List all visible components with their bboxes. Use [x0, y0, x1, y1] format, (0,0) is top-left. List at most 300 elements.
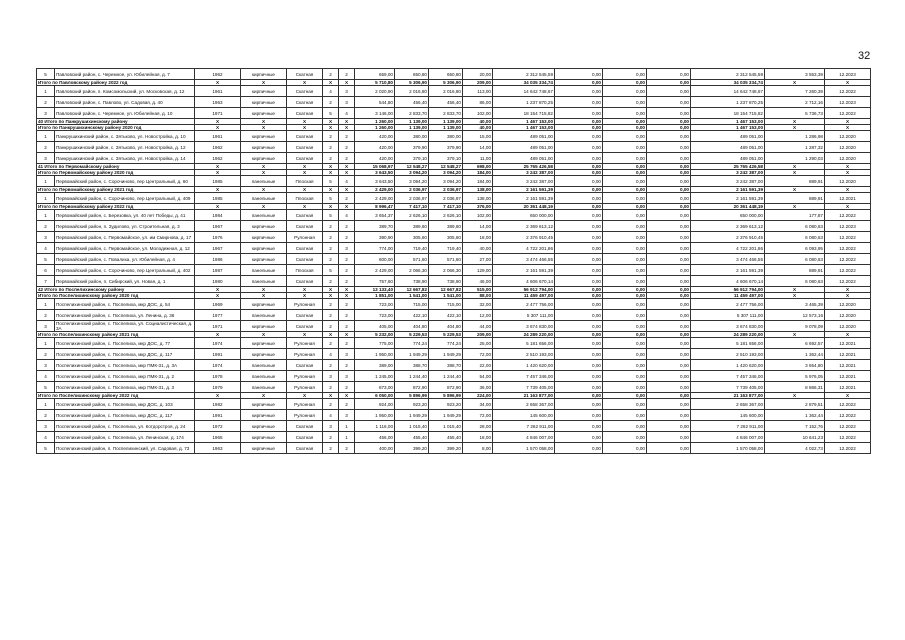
entrances-cell: 2 — [339, 131, 355, 142]
area-cell: 774,24 — [395, 338, 429, 349]
budget-cell: 0,00 — [603, 276, 647, 287]
deadline-cell: 12.2023 — [825, 221, 871, 232]
year-cell: 1969 — [195, 299, 241, 310]
subtotal-value: 0,00 — [603, 164, 647, 170]
living-area-cell: 2 036,97 — [429, 193, 463, 204]
area-cell: 2 016,80 — [395, 86, 429, 97]
budget-cell: 0,00 — [603, 399, 647, 410]
cost-cell: 2 161 591,39 — [493, 193, 555, 204]
roof-type-cell: Скатная — [287, 142, 323, 153]
unit-cost-cell: 3 654,80 — [765, 360, 825, 371]
x-mark: X — [825, 170, 871, 176]
year-cell: 1987 — [195, 265, 241, 276]
cost-cell: 5 181 656,00 — [493, 338, 555, 349]
table-row — [37, 421, 871, 432]
row-number: 2 — [37, 142, 55, 153]
fund-cell: 0,00 — [555, 310, 603, 321]
fund-cell: 0,00 — [555, 432, 603, 443]
cost-cell: 7 457 346,00 — [493, 371, 555, 382]
housing-repair-table — [36, 68, 871, 454]
year-cell: 1985 — [195, 193, 241, 204]
cost-cell: 3 474 466,55 — [493, 254, 555, 265]
unit-cost-cell: 6 093,95 — [765, 243, 825, 254]
x-mark: X — [241, 187, 287, 193]
budget-cell: 0,00 — [603, 221, 647, 232]
area-cell: 388,70 — [395, 360, 429, 371]
wall-material-cell: панельные — [241, 371, 287, 382]
budget-cell: 0,00 — [603, 410, 647, 421]
local-budget-cell: 0,00 — [647, 153, 691, 164]
table-row — [37, 321, 871, 332]
row-number: 5 — [37, 69, 55, 80]
subtotal-value: 0,00 — [555, 204, 603, 210]
deadline-cell: 12.2021 — [825, 193, 871, 204]
row-number: 5 — [37, 382, 55, 393]
residents-cell: 12,00 — [463, 310, 493, 321]
living-area-cell: 1 244,40 — [429, 371, 463, 382]
roof-type-cell: Скатная — [287, 131, 323, 142]
subtotal-value: 5 306,90 — [429, 80, 463, 86]
table-row — [37, 299, 871, 310]
cost-cell: 145 600,00 — [493, 410, 555, 421]
area-cell: 738,90 — [395, 276, 429, 287]
roof-type-cell: Плоская — [287, 176, 323, 187]
total-area-cell: 2 429,00 — [355, 193, 395, 204]
roof-type-cell: Плоская — [287, 265, 323, 276]
entrances-cell: 2 — [339, 276, 355, 287]
owners-funds-cell: 2 161 591,39 — [691, 193, 765, 204]
residents-cell: 86,00 — [463, 97, 493, 108]
subtotal-value: 0,00 — [647, 170, 691, 176]
subtotal-value: 1 541,00 — [429, 293, 463, 299]
subtotal-value: 88,00 — [463, 293, 493, 299]
subtotal-value: 184,00 — [463, 170, 493, 176]
floors-cell: 5 — [323, 108, 339, 119]
total-area-cell: 1 950,00 — [355, 410, 395, 421]
x-mark: X — [825, 287, 871, 293]
owners-funds-cell: 1 237 870,25 — [691, 97, 765, 108]
cost-cell: 2 312 545,59 — [493, 69, 555, 80]
subtotal-value: 0,00 — [647, 293, 691, 299]
local-budget-cell: 0,00 — [647, 432, 691, 443]
address-cell: Павловский район, п. Комсомольский, ул. Московская, д. 12 — [55, 86, 195, 97]
deadline-cell: 12.2021 — [825, 338, 871, 349]
total-area-cell: 774,00 — [355, 243, 395, 254]
residents-cell: 102,00 — [463, 108, 493, 119]
subtotal-value: 0,00 — [647, 125, 691, 131]
local-budget-cell: 0,00 — [647, 276, 691, 287]
fund-cell: 0,00 — [555, 97, 603, 108]
floors-cell: 2 — [323, 254, 339, 265]
year-cell: 1962 — [195, 142, 241, 153]
unit-cost-cell: 10 641,23 — [765, 432, 825, 443]
living-area-cell: 1 015,40 — [429, 421, 463, 432]
unit-cost-cell: 6 080,63 — [765, 276, 825, 287]
x-mark: X — [339, 187, 355, 193]
total-area-cell: 1 245,00 — [355, 371, 395, 382]
table-row — [37, 108, 871, 119]
year-cell: 1977 — [195, 310, 241, 321]
address-cell: Поспелихинский район, с. Поспелиха, ул. Ленина, д. 36 — [55, 310, 195, 321]
owners-funds-cell: 2 161 591,39 — [691, 265, 765, 276]
deadline-cell: 12.2020 — [825, 310, 871, 321]
wall-material-cell: кирпичные — [241, 321, 287, 332]
residents-cell: 14,00 — [463, 221, 493, 232]
cost-cell: 1 570 058,00 — [493, 443, 555, 454]
x-mark: X — [195, 119, 241, 125]
address-cell: Поспелихинский район, с. Поспелиха, ул. Ленинская, д. 174 — [55, 432, 195, 443]
owners-funds-cell: 1 570 058,00 — [691, 443, 765, 454]
x-mark: X — [825, 332, 871, 338]
subtotal-value: 0,00 — [647, 393, 691, 399]
residents-cell: 40,00 — [463, 243, 493, 254]
address-cell: Поспелихинский район, с. Поспелиха, ул. Социалистическая, д. 3А — [55, 321, 195, 332]
subtotal-value: 138,00 — [463, 187, 493, 193]
subtotal-value: 5 306,90 — [395, 80, 429, 86]
entrances-cell: 2 — [339, 221, 355, 232]
subtotal-value: 0,00 — [603, 293, 647, 299]
budget-cell: 0,00 — [603, 69, 647, 80]
x-mark: X — [241, 332, 287, 338]
owners-funds-cell: 7 739 405,00 — [691, 382, 765, 393]
cost-cell: 489 051,00 — [493, 153, 555, 164]
x-mark: X — [241, 119, 287, 125]
year-cell: 1963 — [195, 443, 241, 454]
deadline-cell: 12.2020 — [825, 321, 871, 332]
wall-material-cell: кирпичные — [241, 243, 287, 254]
local-budget-cell: 0,00 — [647, 254, 691, 265]
cost-cell: 7 262 911,00 — [493, 421, 555, 432]
entrances-cell: 2 — [339, 69, 355, 80]
subtotal-value: 11 459 497,00 — [691, 293, 765, 299]
x-mark: X — [765, 187, 825, 193]
year-cell: 1978 — [195, 371, 241, 382]
floors-cell: 2 — [323, 443, 339, 454]
unit-cost-cell: 177,87 — [765, 210, 825, 221]
x-mark: X — [765, 80, 825, 86]
subtotal-value: 0,00 — [603, 204, 647, 210]
budget-cell: 0,00 — [603, 338, 647, 349]
x-mark: X — [195, 332, 241, 338]
address-cell: Поспелихинский район, с. Поспелиха, мкр ДОС, д. 77 — [55, 338, 195, 349]
entrances-cell: 2 — [339, 142, 355, 153]
budget-cell: 0,00 — [603, 97, 647, 108]
x-mark: X — [825, 187, 871, 193]
subtotal-value: 0,00 — [647, 287, 691, 293]
area-cell: 571,60 — [395, 254, 429, 265]
floors-cell: 5 — [323, 176, 339, 187]
area-cell: 404,80 — [395, 321, 429, 332]
table-row — [37, 69, 871, 80]
subtotal-value: 1 139,00 — [429, 125, 463, 131]
row-number: 1 — [37, 193, 55, 204]
entrances-cell: 2 — [339, 153, 355, 164]
x-mark: X — [339, 164, 355, 170]
deadline-cell: 12.2022 — [825, 276, 871, 287]
area-cell: 2 833,70 — [395, 108, 429, 119]
x-mark: X — [287, 393, 323, 399]
cost-cell: 2 658 367,00 — [493, 399, 555, 410]
subtotal-value: 3 094,20 — [429, 170, 463, 176]
living-area-cell: 389,60 — [429, 221, 463, 232]
total-area-cell: 2 020,90 — [355, 86, 395, 97]
area-cell: 455,40 — [395, 432, 429, 443]
subtotal-value: 0,00 — [555, 170, 603, 176]
area-cell: 389,60 — [395, 221, 429, 232]
x-mark: X — [195, 170, 241, 176]
address-cell: Поспелихинский район, п. Поспелихинский, ул. Садовая, д. 73 — [55, 443, 195, 454]
local-budget-cell: 0,00 — [647, 371, 691, 382]
unit-cost-cell: 889,91 — [765, 265, 825, 276]
total-area-cell: 389,00 — [355, 360, 395, 371]
cost-cell: 18 154 715,82 — [493, 108, 555, 119]
table-row — [37, 193, 871, 204]
address-cell: Первомайский район, с. Сорочиново, пер Центральный, д. 409 — [55, 193, 195, 204]
table-body — [37, 69, 871, 454]
subtotal-value: 3 094,20 — [395, 170, 429, 176]
budget-cell: 0,00 — [603, 382, 647, 393]
area-cell: 715,00 — [395, 299, 429, 310]
unit-cost-cell: 1 362,44 — [765, 349, 825, 360]
address-cell: Первомайский район, п. Сибирский, ул. Новая, д. 1 — [55, 276, 195, 287]
year-cell: 1971 — [195, 108, 241, 119]
wall-material-cell: панельные — [241, 193, 287, 204]
subtotal-value: 0,00 — [555, 187, 603, 193]
unit-cost-cell: 8 866,31 — [765, 382, 825, 393]
x-mark: X — [195, 293, 241, 299]
fund-cell: 0,00 — [555, 193, 603, 204]
fund-cell: 0,00 — [555, 210, 603, 221]
living-area-cell: 571,60 — [429, 254, 463, 265]
roof-type-cell: Скатная — [287, 69, 323, 80]
total-area-cell: 389,70 — [355, 221, 395, 232]
owners-funds-cell: 2 477 756,00 — [691, 299, 765, 310]
wall-material-cell: панельные — [241, 382, 287, 393]
subtotal-value: 1 467 153,00 — [691, 119, 765, 125]
x-mark: X — [323, 393, 339, 399]
housing-table-sheet — [36, 68, 870, 454]
x-mark: X — [287, 293, 323, 299]
x-mark: X — [195, 204, 241, 210]
area-cell: 422,10 — [395, 310, 429, 321]
budget-cell: 0,00 — [603, 108, 647, 119]
living-area-cell: 923,20 — [429, 399, 463, 410]
deadline-cell: 12.2022 — [825, 421, 871, 432]
budget-cell: 0,00 — [603, 360, 647, 371]
x-mark: X — [765, 164, 825, 170]
total-area-cell: 3 654,37 — [355, 210, 395, 221]
owners-funds-cell: 2 658 367,00 — [691, 399, 765, 410]
residents-cell: 46,00 — [463, 276, 493, 287]
owners-funds-cell: 489 051,00 — [691, 131, 765, 142]
row-number: 1 — [37, 399, 55, 410]
subtotal-value: 1 260,00 — [355, 125, 395, 131]
address-cell: Первомайский район, с. Березовка, ул. 40 лет Победы, д. 41 — [55, 210, 195, 221]
row-number: 1 — [37, 131, 55, 142]
subtotal-value: 209,00 — [463, 80, 493, 86]
row-number: 3 — [37, 232, 55, 243]
local-budget-cell: 0,00 — [647, 142, 691, 153]
area-cell: 380,00 — [395, 131, 429, 142]
local-budget-cell: 0,00 — [647, 399, 691, 410]
x-mark: X — [287, 187, 323, 193]
owners-funds-cell: 3 474 466,55 — [691, 254, 765, 265]
area-cell: 379,90 — [395, 142, 429, 153]
roof-type-cell: Скатная — [287, 421, 323, 432]
floors-cell: 2 — [323, 310, 339, 321]
x-mark: X — [323, 80, 339, 86]
address-cell: Поспелихинский район, с. Поспелиха, мкр ПМК-31, д. 2 — [55, 371, 195, 382]
roof-type-cell: Рулонная — [287, 399, 323, 410]
roof-type-cell: Скатная — [287, 108, 323, 119]
total-area-cell: 456,00 — [355, 432, 395, 443]
residents-cell: 32,00 — [463, 299, 493, 310]
x-mark: X — [323, 287, 339, 293]
row-number: 2 — [37, 221, 55, 232]
subtotal-value: 12 667,82 — [429, 287, 463, 293]
year-cell: 1979 — [195, 382, 241, 393]
entrances-cell: 3 — [339, 410, 355, 421]
living-area-cell: 2 626,10 — [429, 210, 463, 221]
wall-material-cell: кирпичные — [241, 432, 287, 443]
entrances-cell: 3 — [339, 97, 355, 108]
row-number: 5 — [37, 443, 55, 454]
owners-funds-cell: 3 242 387,00 — [691, 176, 765, 187]
unit-cost-cell: 889,91 — [765, 193, 825, 204]
residents-cell: 15,00 — [463, 131, 493, 142]
fund-cell: 0,00 — [555, 131, 603, 142]
cost-cell: 4 846 007,00 — [493, 432, 555, 443]
table-row — [37, 360, 871, 371]
x-mark: X — [323, 164, 339, 170]
table-row — [37, 97, 871, 108]
owners-funds-cell: 2 376 910,45 — [691, 232, 765, 243]
wall-material-cell: кирпичные — [241, 232, 287, 243]
roof-type-cell: Скатная — [287, 221, 323, 232]
unit-cost-cell: 1 290,03 — [765, 153, 825, 164]
x-mark: X — [287, 80, 323, 86]
local-budget-cell: 0,00 — [647, 299, 691, 310]
area-cell: 456,40 — [395, 97, 429, 108]
row-number: 6 — [37, 265, 55, 276]
subtotal-value: 7 417,10 — [395, 204, 429, 210]
owners-funds-cell: 3 674 830,00 — [691, 321, 765, 332]
living-area-cell: 719,40 — [429, 243, 463, 254]
subtotal-value: 1 260,00 — [355, 119, 395, 125]
subtotal-value: 0,00 — [555, 393, 603, 399]
x-mark: X — [287, 170, 323, 176]
roof-type-cell: Скатная — [287, 432, 323, 443]
owners-funds-cell: 4 846 007,00 — [691, 432, 765, 443]
subtotal-value: 21 163 877,00 — [691, 393, 765, 399]
row-number: 1 — [37, 210, 55, 221]
owners-funds-cell: 4 722 201,86 — [691, 243, 765, 254]
x-mark: X — [765, 125, 825, 131]
year-cell: 1982 — [195, 399, 241, 410]
budget-cell: 0,00 — [603, 443, 647, 454]
address-cell: Первомайский район, с. Повалиха, ул. Юбилейная, д. 4 — [55, 254, 195, 265]
budget-cell: 0,00 — [603, 153, 647, 164]
x-mark: X — [765, 393, 825, 399]
entrances-cell: 2 — [339, 338, 355, 349]
subtotal-value: 0,00 — [603, 393, 647, 399]
subtotal-value: 0,00 — [603, 170, 647, 176]
cost-cell: 14 642 748,67 — [493, 86, 555, 97]
floors-cell: 2 — [323, 232, 339, 243]
budget-cell: 0,00 — [603, 421, 647, 432]
owners-funds-cell: 5 307 111,00 — [691, 310, 765, 321]
subtotal-value: 1 851,00 — [355, 293, 395, 299]
unit-cost-cell: 6 080,63 — [765, 232, 825, 243]
fund-cell: 0,00 — [555, 410, 603, 421]
budget-cell: 0,00 — [603, 243, 647, 254]
subtotal-value: 0,00 — [647, 204, 691, 210]
year-cell: 1967 — [195, 221, 241, 232]
entrances-cell: 3 — [339, 371, 355, 382]
table-row — [37, 232, 871, 243]
address-cell: Павловский район, с. Черемное, ул. Юбилейная, д. 7 — [55, 69, 195, 80]
area-cell: 2 066,30 — [395, 265, 429, 276]
subtotal-value: 0,00 — [647, 80, 691, 86]
subtotal-value: 21 163 877,00 — [493, 393, 555, 399]
x-mark: X — [323, 293, 339, 299]
subtotal-value: 7 417,10 — [429, 204, 463, 210]
row-number: 4 — [37, 432, 55, 443]
total-area-cell: 723,00 — [355, 299, 395, 310]
address-cell: Панкрушихинский район, с. Зятьково, ул. Новостройка, д. 12 — [55, 142, 195, 153]
entrances-cell: 2 — [339, 321, 355, 332]
deadline-cell: 12.2022 — [825, 432, 871, 443]
year-cell: 1991 — [195, 410, 241, 421]
subtotal-value: 3 242 387,00 — [691, 170, 765, 176]
wall-material-cell: кирпичные — [241, 399, 287, 410]
living-area-cell: 3 094,20 — [429, 176, 463, 187]
living-area-cell: 379,90 — [429, 142, 463, 153]
subtotal-value: 24 289 220,00 — [691, 332, 765, 338]
living-area-cell: 456,40 — [429, 97, 463, 108]
subtotal-value: 40,00 — [463, 119, 493, 125]
fund-cell: 0,00 — [555, 108, 603, 119]
subtotal-value: 0,00 — [647, 164, 691, 170]
year-cell: 1991 — [195, 349, 241, 360]
deadline-cell: 12.2020 — [825, 131, 871, 142]
subtotal-title: 42 Итого по Поспелихинскому району — [37, 287, 195, 293]
wall-material-cell: кирпичные — [241, 221, 287, 232]
deadline-cell: 12.2022 — [825, 108, 871, 119]
subtotal-value: 1 541,00 — [395, 293, 429, 299]
total-area-cell: 659,00 — [355, 69, 395, 80]
roof-type-cell: Скатная — [287, 153, 323, 164]
subtotal-value: 0,00 — [603, 119, 647, 125]
x-mark: X — [339, 393, 355, 399]
entrances-cell: 3 — [339, 243, 355, 254]
residents-cell: 72,00 — [463, 410, 493, 421]
table-row — [37, 176, 871, 187]
fund-cell: 0,00 — [555, 349, 603, 360]
subtotal-value: 2 429,00 — [355, 187, 395, 193]
living-area-cell: 2 066,30 — [429, 265, 463, 276]
floors-cell: 2 — [323, 399, 339, 410]
deadline-cell: 12.2022 — [825, 210, 871, 221]
residents-cell: 22,00 — [463, 360, 493, 371]
subtotal-value: 12 548,27 — [429, 164, 463, 170]
row-number: 3 — [37, 108, 55, 119]
area-cell: 1 949,29 — [395, 349, 429, 360]
address-cell: Поспелихинский район, с. Поспелиха, мкр ДОС, д. 54 — [55, 299, 195, 310]
cost-cell: 489 051,00 — [493, 142, 555, 153]
wall-material-cell: кирпичные — [241, 299, 287, 310]
subtotal-value: 1 467 153,00 — [691, 125, 765, 131]
